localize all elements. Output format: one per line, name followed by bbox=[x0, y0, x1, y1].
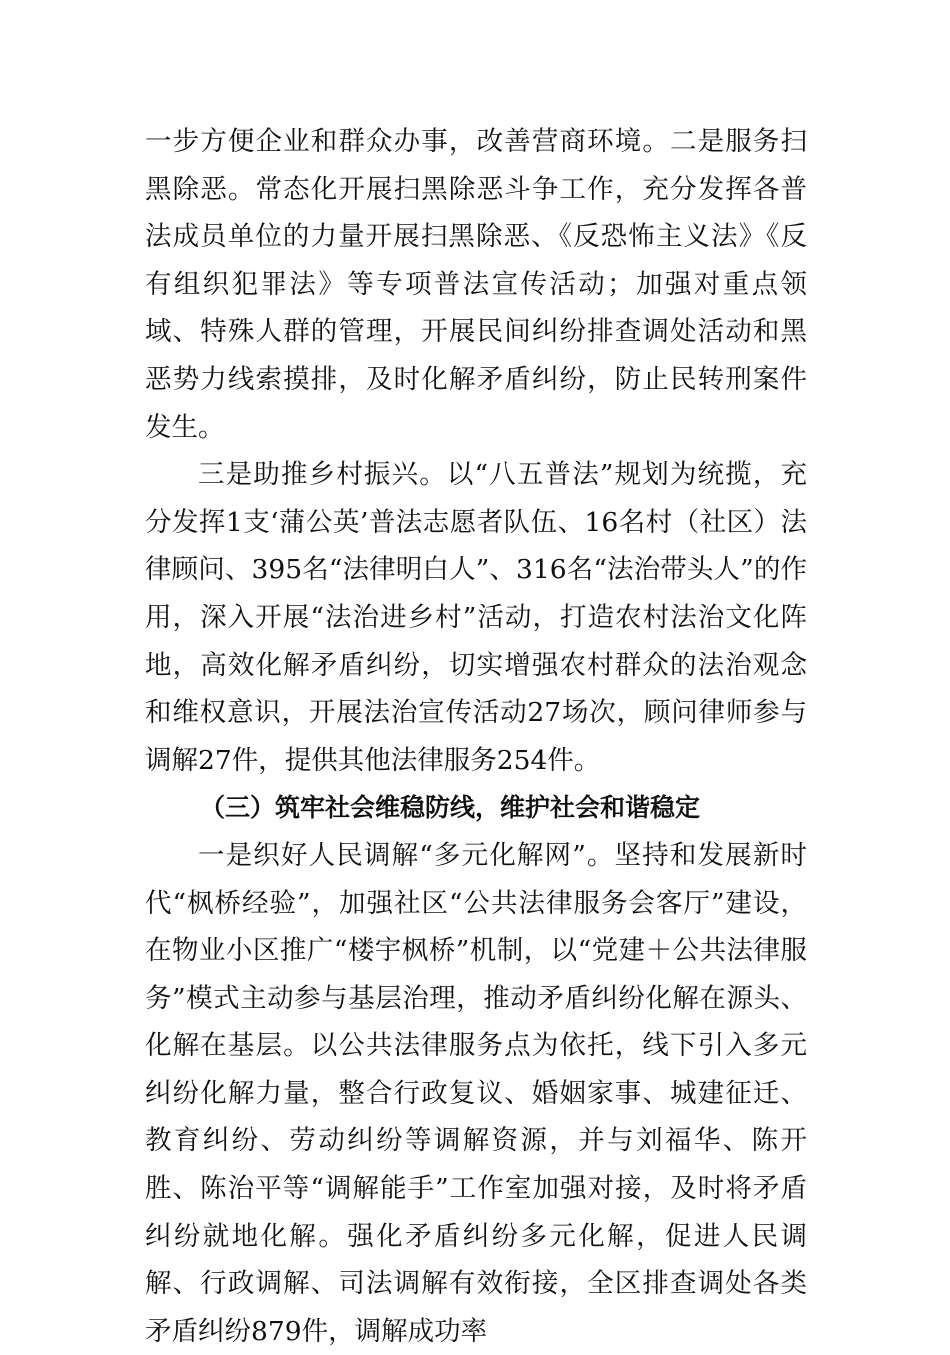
document-body bbox=[145, 118, 807, 1355]
paragraph-continued: 一步方便企业和群众办事，改善营商环境。二是服务扫黑除恶。常态化开展扫黑除恶斗争工作，充分发挥各普法成员单位的力量开展扫黑除恶、《反恐怖主义法》《反有组织犯罪法》等专项普法宣传活动；加强对重点领域、特殊人群的管理，开展民间纠纷排查调处活动和黑恶势力线索摸排，及时化解矛盾纠纷，防止民转刑案件发生。 bbox=[145, 126, 807, 443]
section-heading: （三）筑牢社会维稳防线，维护社会和谐稳定 bbox=[200, 793, 701, 823]
paragraph-rural-revitalization: 三是助推乡村振兴。以“八五普法”规划为统揽，充分发挥1支‘蒲公英’普法志愿者队伍、16名村（社区）法律顾问、395名“法律明白人”、316名“法治带头人”的作用，深入开展“法治进乡村”活动，打造农村法治文化阵地，高效化解矛盾纠纷，切实增强农村群众的法治观念和维权意识，开展法治宣传活动27场次，顾问律师参与调解27件，提供其他法律服务254件。 bbox=[145, 459, 807, 776]
paragraph-mediation: 一是织好人民调解“多元化解网”。坚持和发展新时代“枫桥经验”，加强社区“公共法律服务会客厅”建设，在物业小区推广“楼宇枫桥”机制，以“党建＋公共法律服务”模式主动参与基层治理，推动矛盾纠纷化解在源头、化解在基层。以公共法律服务点为依托，线下引入多元纠纷化解力量，整合行政复议、婚姻家事、城建征迁、教育纠纷、劳动纠纷等调解资源，并与刘福华、陈开胜、陈治平等“调解能手”工作室加强对接，及时将矛盾纠纷就地化解。强化矛盾纠纷多元化解，促进人民调解、行政调解、司法调解有效衔接，全区排查调处各类矛盾纠纷879件，调解成功率 bbox=[145, 839, 807, 1347]
